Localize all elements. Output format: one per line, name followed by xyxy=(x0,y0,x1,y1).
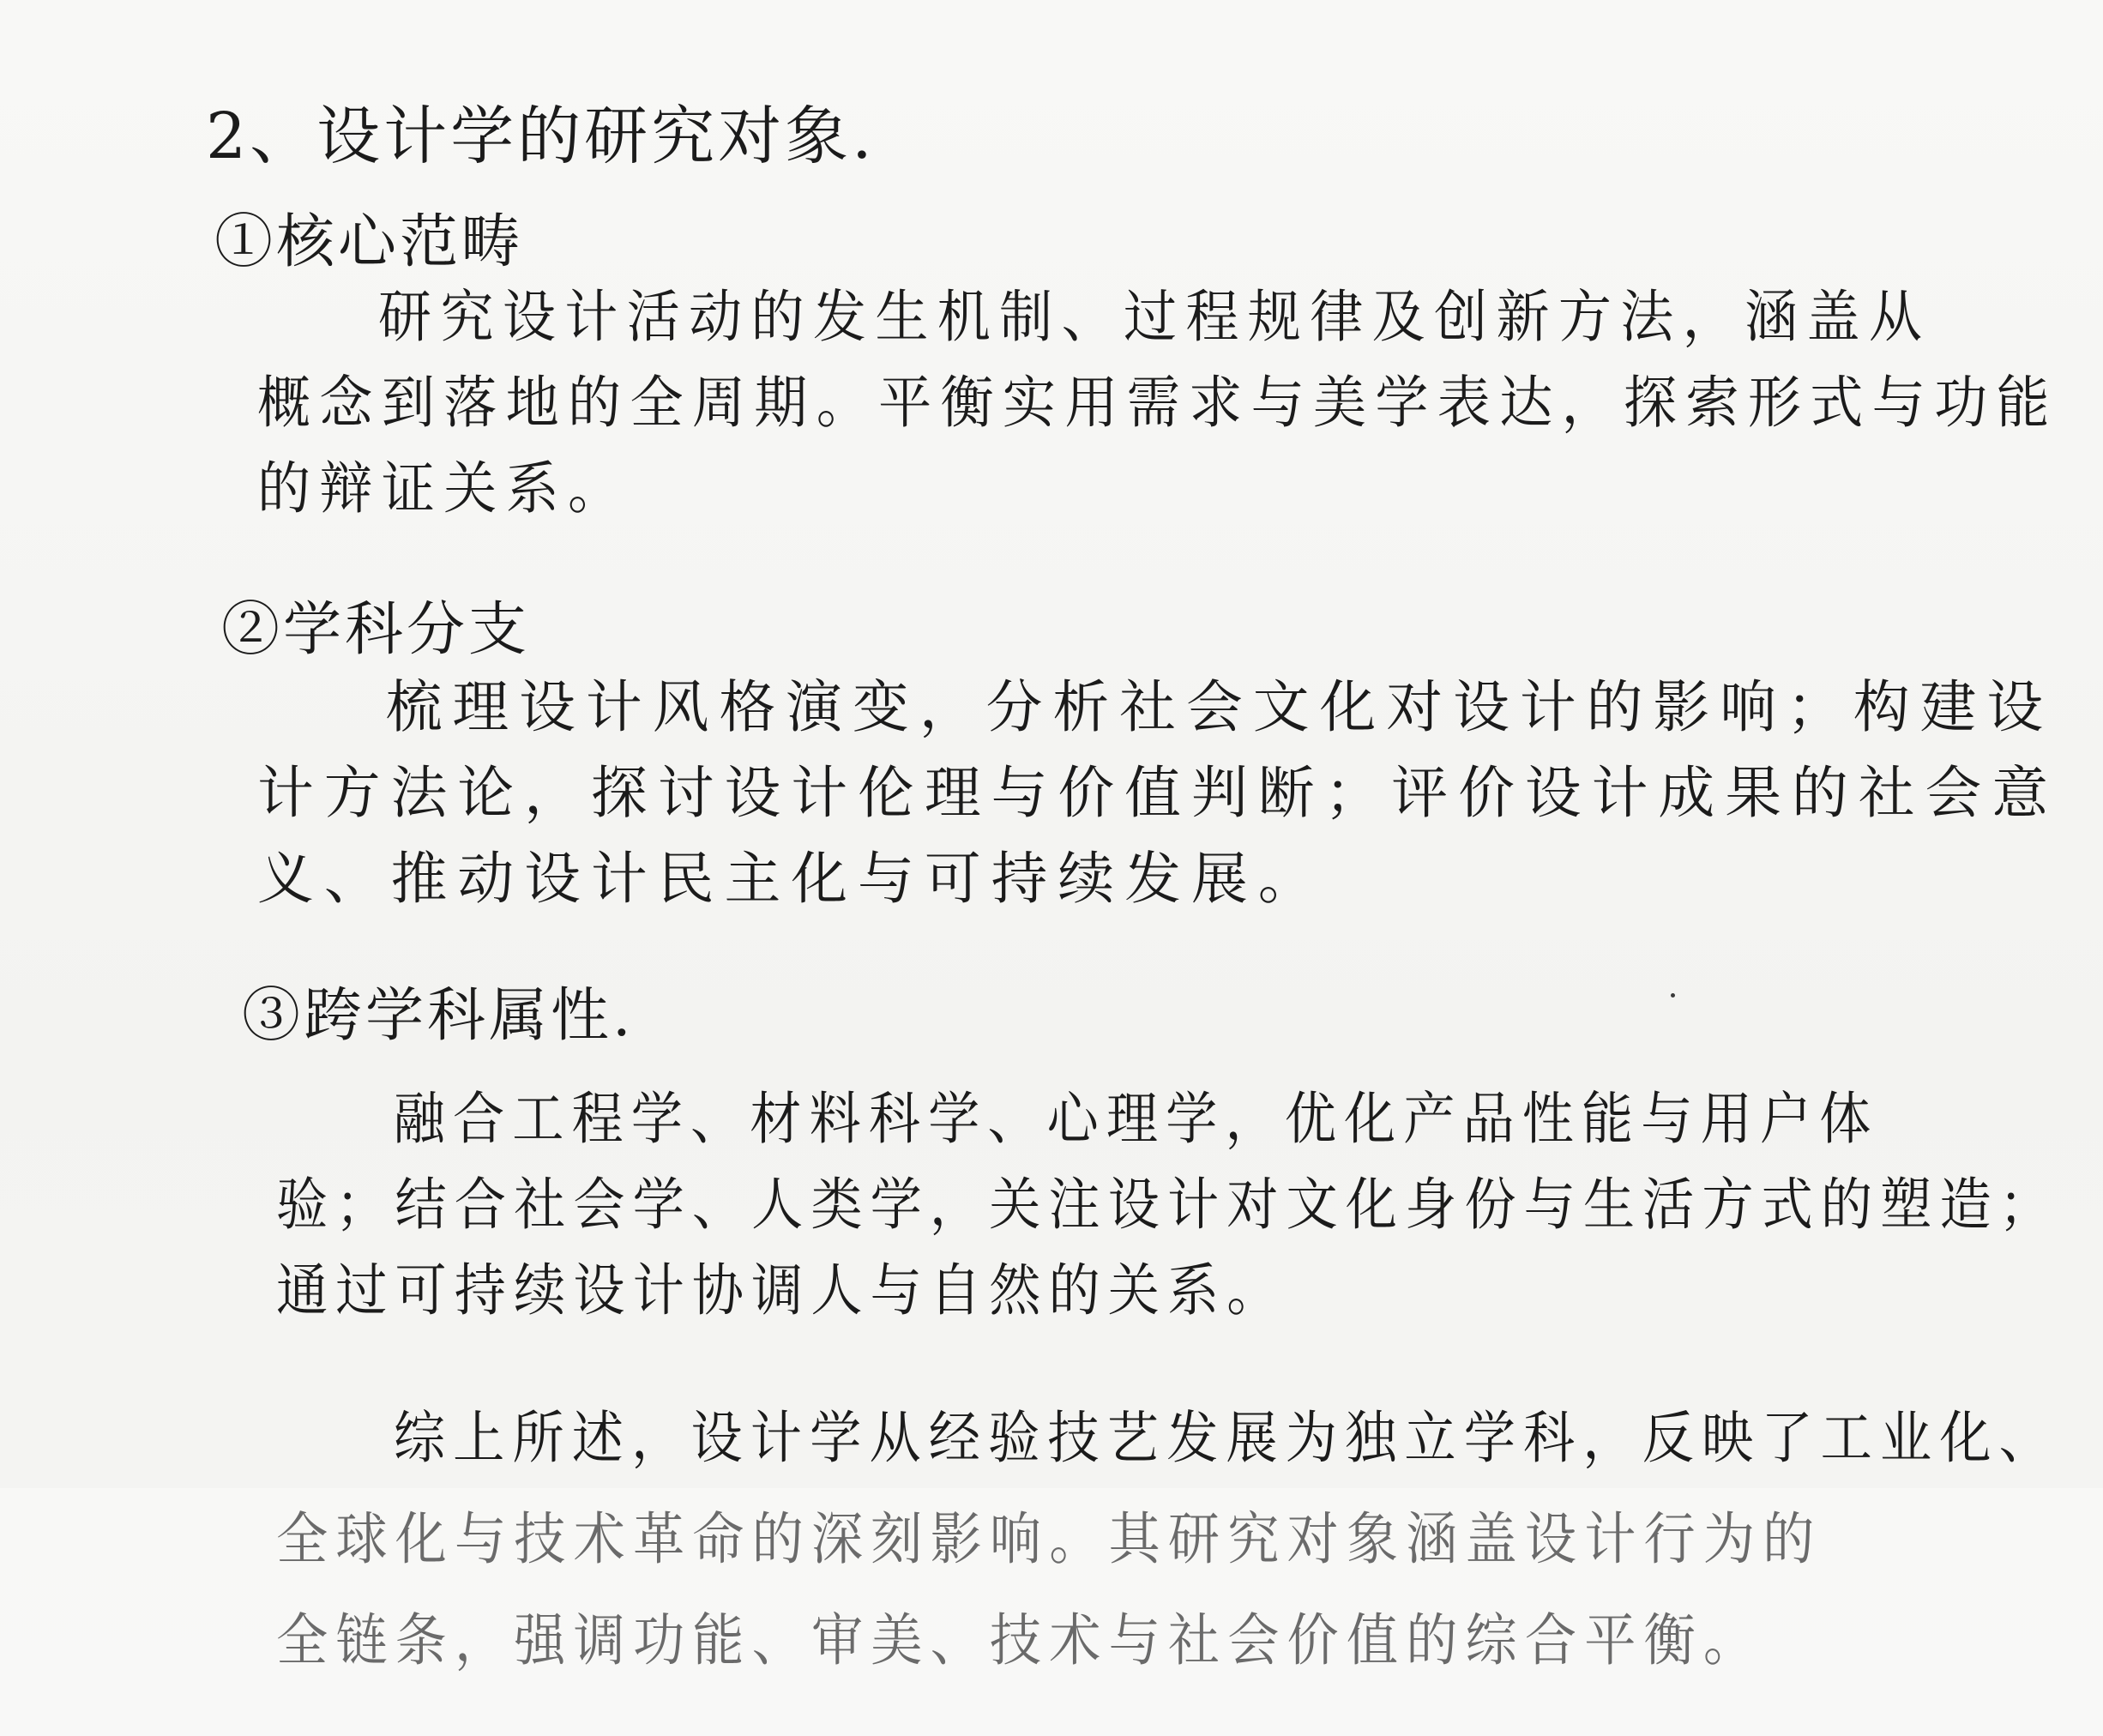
paragraph-line: 的辩证关系。 xyxy=(257,455,630,521)
paragraph-line: 全链条，强调功能、审美、技术与社会价值的综合平衡。 xyxy=(276,1607,1763,1673)
section-heading-core-scope: ①核心范畴 xyxy=(214,208,524,276)
ink-speck xyxy=(1671,993,1675,998)
paragraph-line: 综上所述，设计学从经验技艺发展为独立学科，反映了工业化、 xyxy=(393,1405,2058,1471)
section-body-interdisciplinary xyxy=(276,1076,2058,1334)
section-heading-interdisciplinary: ③跨学科属性. xyxy=(242,982,635,1050)
section-heading-branches: ②学科分支 xyxy=(221,596,531,664)
page-title: 2、设计学的研究对象. xyxy=(206,99,876,173)
paragraph-line: 梳理设计风格演变，分析社会文化对设计的影响；构建设 xyxy=(385,674,2054,740)
paragraph-line: 计方法论，探讨设计伦理与价值判断；评价设计成果的社会意 xyxy=(257,760,2059,826)
section-body-branches xyxy=(257,665,2058,922)
paragraph-line: 通过可持续设计协调人与自然的关系。 xyxy=(276,1257,1287,1323)
section-body-core-scope xyxy=(257,274,2058,532)
paragraph-line: 义、推动设计民主化与可持续发展。 xyxy=(257,846,1325,912)
paragraph-line: 概念到落地的全周期。平衡实用需求与美学表达，探索形式与功能 xyxy=(257,370,2058,436)
paragraph-line: 融合工程学、材料科学、心理学，优化产品性能与用户体 xyxy=(393,1086,1879,1152)
paragraph-line: 验；结合社会学、人类学，关注设计对文化身份与生活方式的塑造； xyxy=(276,1172,2058,1238)
conclusion-paragraph xyxy=(276,1388,2058,1691)
paragraph-line: 全球化与技术革命的深刻影响。其研究对象涵盖设计行为的 xyxy=(276,1506,1823,1572)
paragraph-line: 研究设计活动的发生机制、过程规律及创新方法，涵盖从 xyxy=(378,284,1931,350)
